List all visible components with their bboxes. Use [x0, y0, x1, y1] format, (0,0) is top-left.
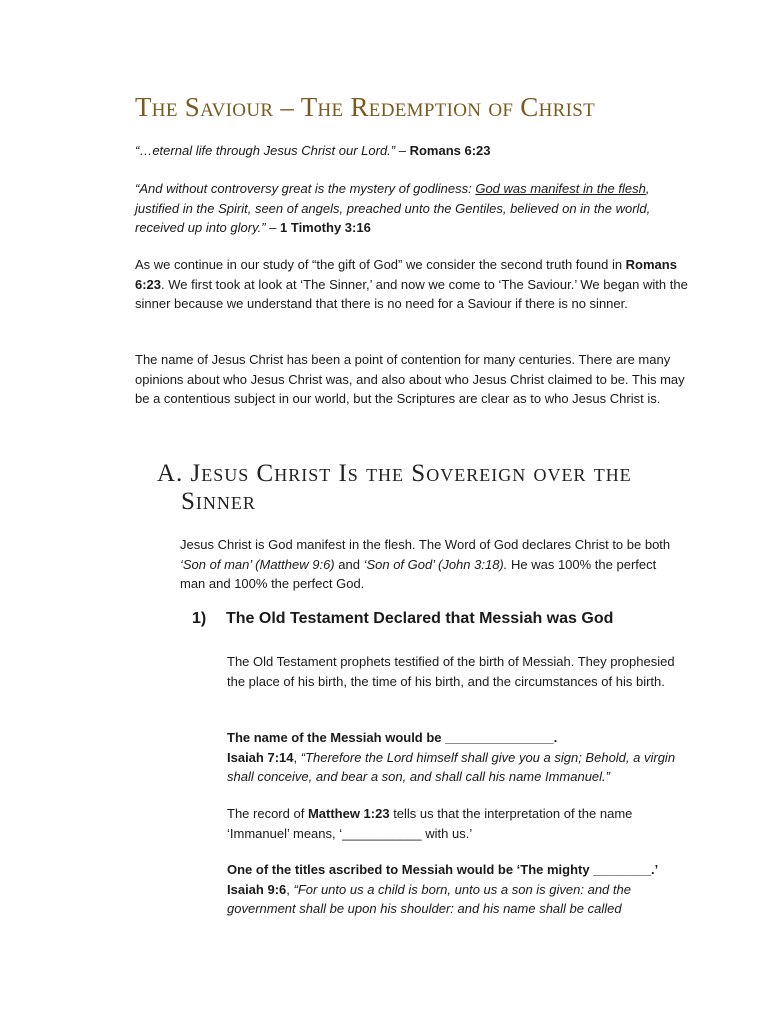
section-a-heading-line2: Sinner	[181, 488, 256, 515]
question-heading: One of the titles ascribed to Messiah would be ‘The mighty ________.’	[227, 862, 659, 877]
question-immanuel-meaning	[227, 804, 687, 843]
intro-paragraph	[135, 255, 690, 314]
opening-quote-romans	[135, 141, 695, 161]
section-a-heading	[157, 460, 677, 516]
intro-text-b: . We first took at look at ‘The Sinner,’ and now we come to ‘The Saviour.’ We began with the sinner because we understand that there is no need for a Saviour if there is no sinner.	[135, 276, 688, 311]
intro-reference: Romans 6:23	[135, 257, 677, 292]
page-title: The Saviour – The Redemption of Christ	[135, 92, 595, 122]
quote-separator: –	[265, 220, 281, 235]
intro-text-a: As we continue in our study of “the gift of God” we consider the second truth found in	[135, 257, 626, 272]
question-heading: The name of the Messiah would be _______________.	[227, 730, 558, 745]
question-reference: Isaiah 7:14	[227, 749, 294, 765]
section-a-heading-line1: A. Jesus Christ Is the Sovereign over the	[157, 460, 632, 487]
question-text-a: The record of	[227, 806, 308, 821]
question-reference: Isaiah 9:6	[227, 881, 287, 897]
question-verse: “Therefore the Lord himself shall give you a sign; Behold, a virgin shall conceive, and bear a son, and shall call his name Immanuel.”	[227, 749, 676, 784]
quote-reference: Romans 6:23	[409, 143, 491, 158]
contention-paragraph: The name of Jesus Christ has been a point of contention for many centuries. There are many opinions about who Jesus Christ was, and also about who Jesus Christ claimed to be. This may be a contentious subject in our world, but the Scriptures are clear as to who Jesus Christ is.	[135, 352, 685, 406]
section-a-text-b: and	[334, 556, 364, 572]
question-comma: ,	[293, 749, 301, 765]
question-verse: “For unto us a child is born, unto us a son is given: and the government shall be upon his shoulder: and his name shall be called	[227, 881, 631, 916]
quote-reference: 1 Timothy 3:16	[280, 220, 371, 235]
section-a-paragraph	[180, 535, 680, 594]
question-reference: Matthew 1:23	[307, 806, 390, 821]
subsection-1-intro: The Old Testament prophets testified of the birth of Messiah. They prophesied the place of his birth, the time of his birth, and the circumstances of his birth.	[227, 654, 675, 689]
subsection-title: The Old Testament Declared that Messiah was God	[226, 610, 614, 627]
quote-text-post: , justified in the Spirit, seen of angels, preached unto the Gentiles, believed on in the world, received up into glory.”	[135, 181, 651, 235]
quote-text-pre: “And without controversy great is the mystery of godliness:	[135, 181, 476, 196]
quote-text: “…eternal life through Jesus Christ our Lord.”	[135, 143, 396, 158]
section-a-text-c: He was 100% the perfect man and 100% the perfect God.	[180, 556, 657, 591]
section-a-italic-1: ‘Son of man’ (Matthew 9:6)	[180, 556, 335, 572]
question-messiah-name	[227, 728, 687, 787]
quote-underlined-phrase: God was manifest in the flesh	[475, 181, 646, 196]
section-a-italic-2: ‘Son of God’ (John 3:18).	[363, 556, 508, 572]
question-mighty-title	[227, 860, 687, 919]
opening-quote-timothy	[135, 179, 690, 238]
subsection-1-heading	[192, 610, 712, 628]
section-a-text-a: Jesus Christ is God manifest in the flesh. The Word of God declares Christ to be both	[180, 537, 671, 552]
question-text-b: tells us that the interpretation of the name ‘Immanuel’ means, ‘___________ with us.’	[227, 806, 633, 841]
quote-separator: –	[395, 143, 410, 158]
question-comma: ,	[286, 881, 294, 897]
subsection-number: 1)	[192, 610, 207, 627]
